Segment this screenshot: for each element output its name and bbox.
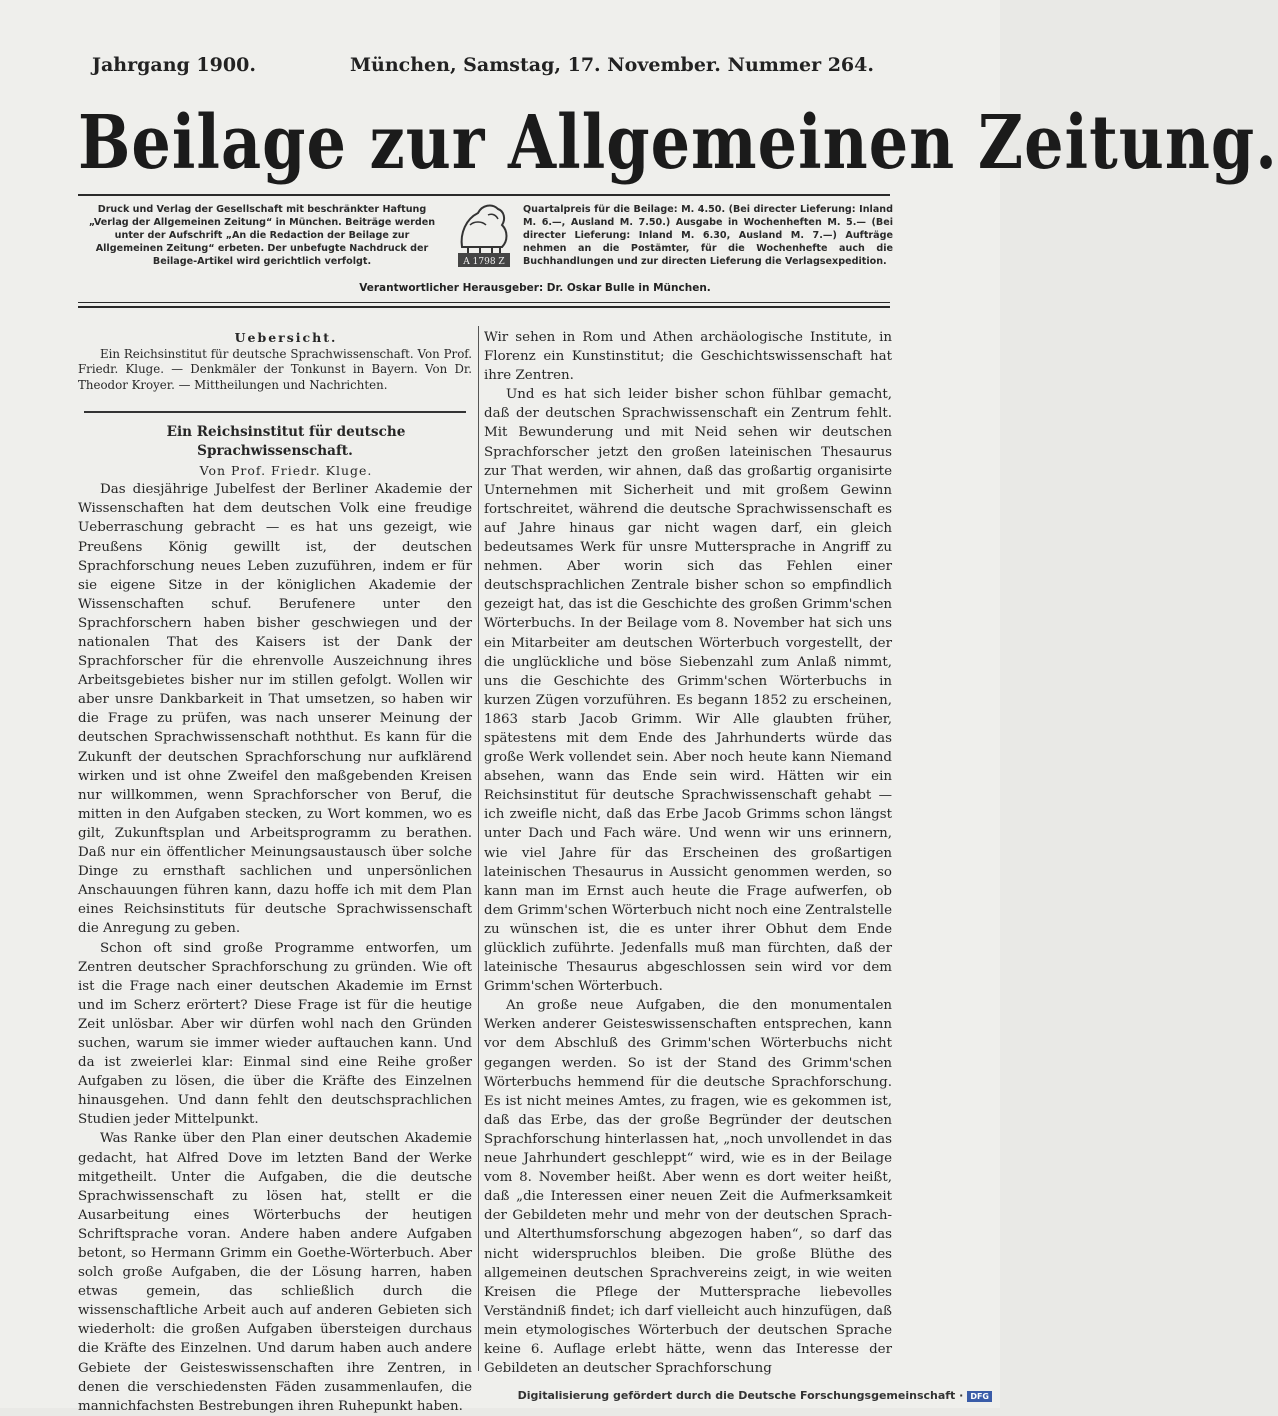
- paragraph: An große neue Aufgaben, die den monumentalen Werken anderer Geisteswissenschaften entsprechen, kann vor dem Abschluß des Grimm'schen Wörterbuchs nicht gegangen werden. So ist der Stand des Grimm'schen Wörterbuchs hemmend für die deutsche Sprachforschung. Es ist nicht meines Amtes, zu fragen, wie es gekommen ist, daß das Erbe, das der große Begründer der deutschen Sprachforschung hinterlassen hat, „noch unvollendet in das neue Jahrhundert geschleppt“ wird, wie es in der Beilage vom 8. November heißt. Aber wenn es dort weiter heißt, daß „die Interessen einer neuen Zeit die Aufmerksamkeit der Gebildeten mehr und mehr von der deutschen Sprach- und Alterthumsforschung abgezogen haben“, so darf das nicht widerspruchlos bleiben. Die große Blüthe des allgemeinen deutschen Sprachvereins zeigt, in wie weiten Kreisen die Pflege der Muttersprache liebevolles Verständniß findet; ich darf vielleicht auch hinzufügen, daß mein etymologisches Wörterbuch der deutschen Sprache keine 6. Auflage erlebt hätte, wenn das Interesse der Gebildeten an deutscher Sprachforschung: [484, 998, 893, 1377]
- issue-date: München, Samstag, 17. November.: [350, 54, 721, 76]
- dfg-logo: DFG: [967, 1391, 992, 1402]
- article-author: Von Prof. Friedr. Kluge.: [199, 463, 373, 479]
- paragraph: Wir sehen in Rom und Athen archäologische Institute, in Florenz ein Kunstinstitut; die Geschichtswissenschaft hat ihre Zentren.: [484, 330, 892, 384]
- article-title: Ein Reichsinstitut für deutsche Sprachwissenschaft.: [166, 423, 406, 460]
- header-rule-thick: [78, 306, 890, 308]
- emblem-year: A 1798 Z: [463, 257, 505, 267]
- toc-body: Ein Reichsinstitut für deutsche Sprachwissenschaft. Von Prof. Friedr. Kluge. — Denkmäler der Tonkunst in Bayern. Von Dr. Theodor Kroyer. — Mittheilungen und Nachrichten.: [78, 347, 472, 392]
- issue-number: Nummer 264.: [727, 54, 874, 76]
- lion-emblem-icon: [448, 195, 520, 271]
- toc-heading: Uebersicht.: [234, 330, 338, 345]
- left-column: [78, 328, 472, 1416]
- paragraph: Und es hat sich leider bisher schon fühlbar gemacht, daß der deutschen Sprachwissenschaft ein Zentrum fehlt. Mit Bewunderung und mit Neid sehen wir deutschen Sprachforscher jetzt den großen lateinischen Thesaurus zur That werden, wir ahnen, daß das großartig organisirte Unternehmen mit Sicherheit und mit großem Gewinn fortschreitet, während die deutsche Sprachwissenschaft es auf Jahre hinaus gar nicht wagen darf, ein gleich bedeutsames Werk für unsre Muttersprache in Angriff zu nehmen. Aber worin sich das Fehlen einer deutschsprachlichen Zentrale bisher schon so empfindlich gezeigt hat, das ist die Geschichte des großen Grimm'schen Wörterbuchs. In der Beilage vom 8. November hat sich uns ein Mitarbeiter am deutschen Wörterbuch vorgestellt, der die unglückliche und böse Siebenzahl zum Anlaß nimmt, uns die Geschichte des Grimm'schen Wörterbuchs in kurzen Zügen vorzuführen. Es begann 1852 zu erscheinen, 1863 starb Jacob Grimm. Wir Alle glaubten früher, spätestens mit dem Ende des Jahrhunderts würde das große Werk vollendet sein. Aber noch heute kann Niemand absehen, wann das Ende sein wird. Hätten wir ein Reichsinstitut für deutsche Sprachwissenschaft gehabt — ich zweifle nicht, daß das Erbe Jacob Grimms schon längst unter Dach und Fach wäre. Und wenn wir uns erinnern, wie viel Jahre für das Erscheinen des großartigen lateinischen Thesaurus in Aussicht genommen werden, so kann man im Ernst auch heute die Frage aufwerfen, ob dem Grimm'schen Wörterbuch nicht noch eine Zentralstelle zu wünschen ist, die es unter ihrer Obhut dem Ende glücklich zuführte. Jedenfalls muß man fürchten, daß der lateinische Thesaurus abgeschlossen sein wird vor dem Grimm'schen Wörterbuch.: [484, 387, 892, 995]
- credit-text: Digitalisierung gefördert durch die Deutsche Forschungsgemeinschaft ·: [517, 1389, 964, 1402]
- issue-line: [92, 54, 874, 82]
- header-rule-thin: [78, 302, 890, 303]
- paragraph: Das diesjährige Jubelfest der Berliner Akademie der Wissenschaften hat dem deutschen Volk eine freudige Ueberraschung gebracht — es hat uns gezeigt, wie Preußens König gewillt ist, der deutschen Sprachforschung neues Leben zuzuführen, indem er für sie eigene Sitze in der königlichen Akademie der Wissenschaften schuf. Berufenere unter den Sprachforschern haben bisher geschwiegen und der nationalen That des Kaisers ist der Dank der Sprachforscher für die ehrenvolle Auszeichnung ihres Arbeitsgebietes bisher nur im stillen gefolgt. Wollen wir aber unsre Dankbarkeit in That umsetzen, so haben wir die Frage zu prüfen, was nach unserer Meinung der deutschen Sprachwissenschaft noththut. Es kann für die Zukunft der deutschen Sprachforschung nur aufklärend wirken und ist ohne Zweifel den maßgebenden Kreisen nur willkommen, wenn Sprachforscher von Beruf, die mitten in den Aufgaben stecken, zu Wort kommen, wo es gilt, Zukunftsplan und Arbeitsprogramm zu berathen. Daß nur ein öffentlicher Meinungsaustausch über solche Dinge zu ernsthaft sachlichen und unpersönlichen Anschauungen führen kann, dazu hoffe ich mit dem Plan eines Reichsinstituts für deutsche Sprachwissenschaft die Anregung zu geben.: [78, 482, 472, 937]
- digitization-credit: [518, 1389, 992, 1402]
- imprint-left: Druck und Verlag der Gesellschaft mit beschränkter Haftung „Verlag der Allgemeinen Zeitung“ in München. Beiträge werden unter der Aufschrift „An die Redaction der Beilage zur Allgemeinen Zeitung“ erbeten. Der unbefugte Nachdruck der Beilage-Artikel wird gerichtlich verfolgt.: [88, 204, 436, 267]
- imprint-right: Quartalpreis für die Beilage: M. 4.50. (Bei directer Lieferung: Inland M. 6.—, Ausland M. 7.50.) Ausgabe in Wochenheften M. 5.— (Bei directer Lieferung: Inland M. 6.30, Ausland M. 7.—) Aufträge nehmen an die Postämter, für die Wochenhefte auch die Buchhandlungen und zur directen Lieferung die Verlagsexpedition.: [523, 204, 893, 267]
- section-rule: [84, 411, 466, 413]
- right-column: [484, 328, 892, 1378]
- paragraph: Schon oft sind große Programme entworfen, um Zentren deutscher Sprachforschung zu gründen. Wie oft ist die Frage nach einer deutschen Akademie im Ernst und im Scherz erörtert? Diese Frage ist für die heutige Zeit unlösbar. Aber wir dürfen wohl nach den Gründen suchen, warum sie immer wieder auftauchen kann. Und da ist zweierlei klar: Einmal sind eine Reihe großer Aufgaben zu lösen, die über die Kräfte des Einzelnen hinausgehen. Und dann fehlt den deutschsprachlichen Studien jeder Mittelpunkt.: [78, 940, 472, 1128]
- editor-line: Verantwortlicher Herausgeber: Dr. Oskar Bulle in München.: [359, 282, 711, 294]
- paragraph: Was Ranke über den Plan einer deutschen Akademie gedacht, hat Alfred Dove im letzten Band der Werke mitgetheilt. Unter die Aufgaben, die die deutsche Sprachwissenschaft zu lösen hat, stellt er die Ausarbeitung eines Wörterbuchs der heutigen Schriftsprache voran. Andere haben andere Aufgaben betont, so Hermann Grimm ein Goethe-Wörterbuch. Aber solch große Aufgaben, die der Lösung harren, haben etwas gemein, das schließlich durch die wissenschaftliche Arbeit auch auf anderen Gebieten sich wiederholt: die großen Aufgaben übersteigen durchaus die Kräfte des Einzelnen. Und darum haben auch andere Gebiete der Geisteswissenschaften ihre Zentren, in denen die verschiedensten Fäden zusammenlaufen, die mannichfachsten Bestrebungen ihren Ruhepunkt haben.: [78, 1131, 472, 1414]
- issue-year: Jahrgang 1900.: [92, 54, 256, 76]
- column-divider: [478, 326, 479, 1371]
- masthead-title: Beilage zur Allgemeinen Zeitung.: [78, 98, 1278, 187]
